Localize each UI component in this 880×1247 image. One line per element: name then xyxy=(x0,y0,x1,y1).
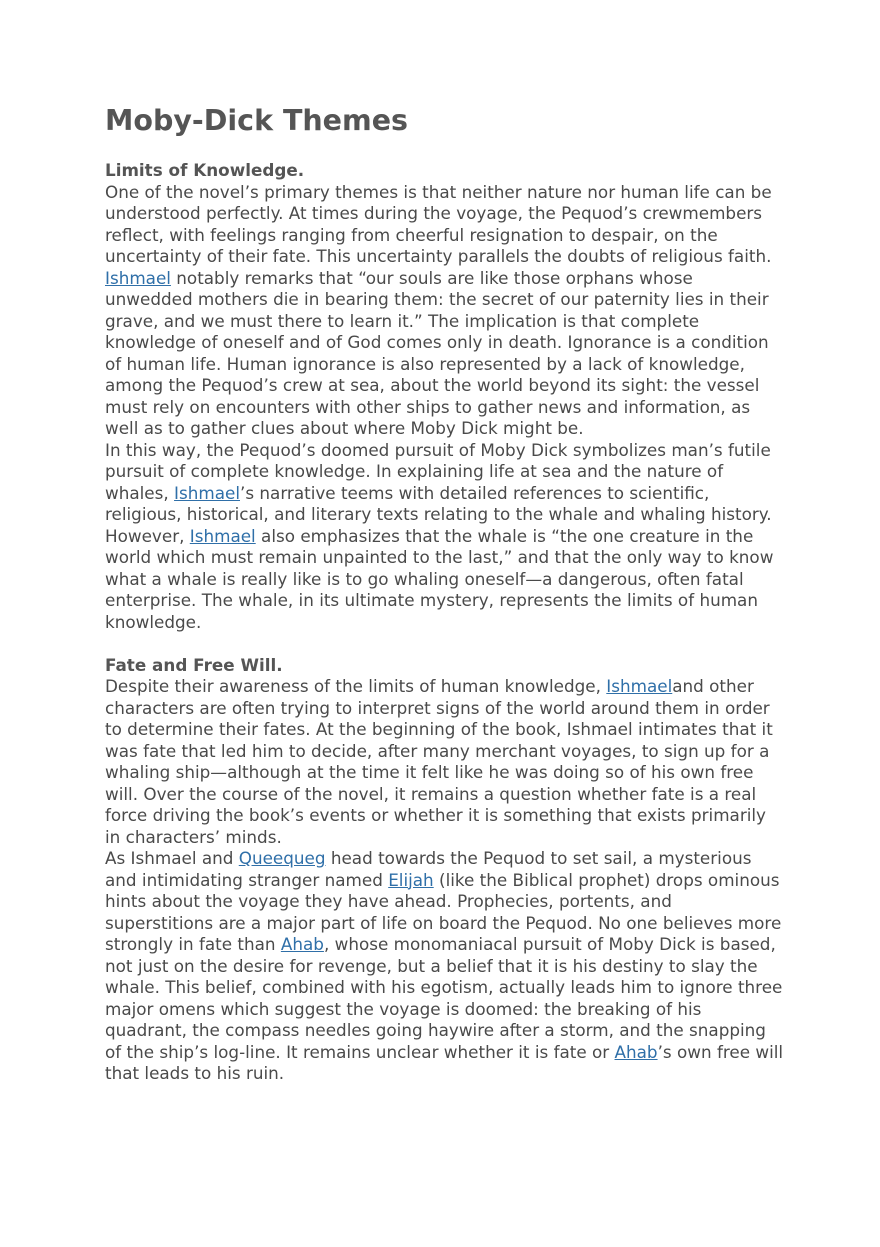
text-run: In this way, the Pequod’s doomed pursuit of Moby Dick symbolizes man’s futile pursuit of complete knowledge. In explaining life at sea and the nature of whales, xyxy=(105,439,771,503)
page-title: Moby-Dick Themes xyxy=(105,104,408,137)
section-heading: Fate and Free Will. xyxy=(105,654,283,675)
text-run: One of the novel’s primary themes is that neither nature nor human life can be understood perfectly. At times during the voyage, the Pequod’s crewmembers reflect, with feelings ranging from cheerful resignation to despair, on the uncertainty of their fate. This uncertainty parallels the doubts of religious faith. xyxy=(105,181,772,266)
text-run: notably remarks that “our souls are like those orphans whose unwedded mothers die in bearing them: the secret of our paternity lies in their grave, and we must there to learn it.” The implication is that complete knowledge of oneself and of God comes only in death. Ignorance is a condition of human life. Human ignorance is also represented by a lack of knowledge, among the Pequod’s crew at sea, about the world beyond its sight: the vessel must rely on encounters with other ships to gather news and information, as well as to gather clues about where Moby Dick might be. xyxy=(105,267,769,438)
text-run: ’s own free will that leads to his ruin. xyxy=(105,1041,784,1083)
section-spacer xyxy=(105,633,785,655)
text-run: head towards the Pequod to set sail, a mysterious and intimidating stranger named xyxy=(105,848,752,890)
paragraph xyxy=(105,848,785,1085)
text-run: , whose monomaniacal pursuit of Moby Dick is based, not just on the desire for revenge, but a belief that it is his destiny to slay the whale. This belief, combined with his egotism, actually leads him to ignore three major omens which suggest the voyage is doomed: the breaking of his quadrant, the compass needles going haywire after a storm, and the snapping of the ship’s log-line. It remains unclear whether it is fate or xyxy=(105,934,783,1062)
character-link-ishmael[interactable]: Ishmael xyxy=(606,676,673,696)
paragraph xyxy=(105,440,785,634)
character-link-ishmael[interactable]: Ishmael xyxy=(105,267,171,288)
section xyxy=(105,655,785,1085)
section xyxy=(105,160,785,633)
character-link-ahab[interactable]: Ahab xyxy=(280,934,324,954)
text-run: Despite their awareness of the limits of human knowledge, xyxy=(105,676,607,696)
section-heading: Limits of Knowledge. xyxy=(105,160,305,180)
character-link-elijah[interactable]: Elijah xyxy=(388,869,434,890)
character-link-ishmael[interactable]: Ishmael xyxy=(189,525,256,546)
paragraph xyxy=(105,676,785,848)
document-body xyxy=(105,160,785,1085)
text-run: ’s narrative teems with detailed references to scientific, religious, historical, and literary texts relating to the whale and whaling history. However, xyxy=(105,482,772,546)
text-run: also emphasizes that the whale is “the one creature in the world which must remain unpainted to the last,” and that the only way to know what a whale is really like is to go whaling oneself—a dangerous, often fatal enterprise. The whale, in its ultimate mystery, represents the limits of human knowledge. xyxy=(105,525,774,632)
character-link-ahab[interactable]: Ahab xyxy=(614,1041,658,1062)
character-link-queequeg[interactable]: Queequeg xyxy=(238,848,326,868)
text-run: and other characters are often trying to interpret signs of the world around them in order to determine their fates. At the beginning of the book, Ishmael intimates that it was fate that led him to decide, after many merchant voyages, to sign up for a whaling ship—although at the time it felt like he was doing so of his own free will. Over the course of the novel, it remains a question whether fate is a real force driving the book’s events or whether it is something that exists primarily in characters’ minds. xyxy=(105,676,773,847)
text-run: (like the Biblical prophet) drops ominous hints about the voyage they have ahead. Prophecies, portents, and superstitions are a major part of life on board the Pequod. No one believes more strongly in fate than xyxy=(105,869,782,954)
paragraph xyxy=(105,182,785,440)
character-link-ishmael[interactable]: Ishmael xyxy=(174,482,240,503)
text-run: As Ishmael and xyxy=(105,848,239,868)
